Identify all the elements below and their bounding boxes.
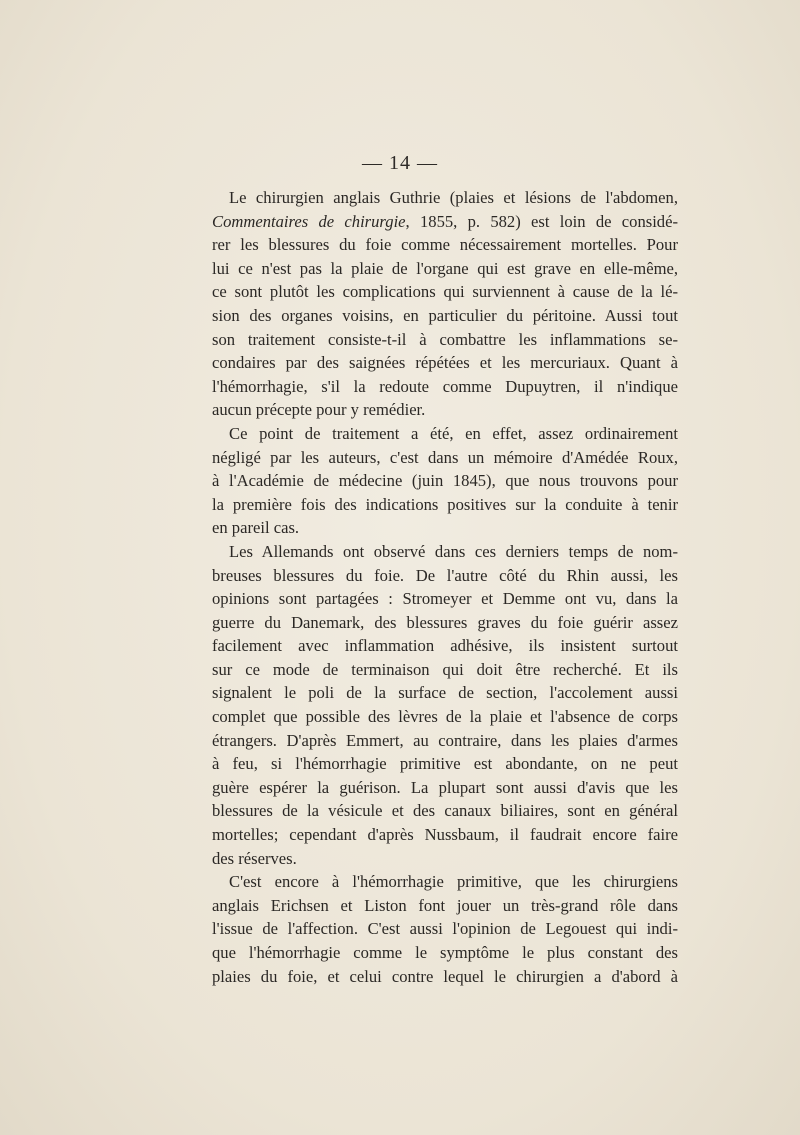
body-text	[212, 186, 678, 988]
text-line: condaires par des saignées répétées et les mercuriaux. Quant à	[212, 353, 678, 373]
text-line: blessures de la vésicule et des canaux biliaires, sont en général	[212, 801, 678, 821]
paragraph	[212, 422, 678, 540]
text-line: facilement avec inflammation adhésive, ils insistent surtout	[212, 636, 678, 656]
text-line: Commentaires de chirurgie, 1855, p. 582) est loin de considé-	[212, 211, 678, 231]
text-line: négligé par les auteurs, c'est dans un mémoire d'Amédée Roux,	[212, 447, 678, 467]
text-line: C'est encore à l'hémorrhagie primitive, que les chirurgiens	[229, 872, 678, 892]
text-line: Le chirurgien anglais Guthrie (plaies et lésions de l'abdomen,	[229, 188, 678, 207]
text-line: opinions sont partagées : Stromeyer et Demme ont vu, dans la	[212, 589, 678, 609]
text-line: guerre du Danemark, des blessures graves du foie guérir assez	[212, 612, 678, 632]
text-line: Ce point de traitement a été, en effet, assez ordinairement	[229, 423, 678, 443]
text-line: que l'hémorrhagie comme le symptôme le plus constant des	[212, 943, 678, 962]
text-line: breuses blessures du foie. De l'autre côté du Rhin aussi, les	[212, 565, 678, 585]
text-line: signalent le poli de la surface de section, l'accolement aussi	[212, 683, 678, 703]
text-line: Les Allemands ont observé dans ces derniers temps de nom-	[229, 541, 678, 561]
paragraph	[212, 540, 678, 870]
text-line: l'issue de l'affection. C'est aussi l'opinion de Legouest qui indi-	[212, 919, 678, 939]
text-line: mortelles; cependant d'après Nussbaum, il faudrait encore faire	[212, 825, 678, 845]
text-line: lui ce n'est pas la plaie de l'organe qui est grave en elle-même,	[212, 258, 678, 278]
page-number: — 14 —	[362, 152, 438, 174]
text-line: aucun précepte pour y remédier.	[212, 400, 426, 420]
text-line: plaies du foie, et celui contre lequel le chirurgien a d'abord à	[212, 966, 678, 986]
text-line: l'hémorrhagie, s'il la redoute comme Dupuytren, il n'indique	[212, 376, 678, 396]
text-line: rer les blessures du foie comme nécessairement mortelles. Pour	[212, 235, 678, 255]
text-line: la première fois des indications positives sur la conduite à tenir	[212, 494, 678, 514]
text-line: sur ce mode de terminaison qui doit être recherché. Et ils	[212, 659, 678, 679]
text-line: sion des organes voisins, en particulier du péritoine. Aussi tout	[212, 305, 678, 325]
text-line: en pareil cas.	[212, 518, 300, 538]
text-line: ce sont plutôt les complications qui surviennent à cause de la lé-	[212, 282, 678, 302]
text-line: guère espérer la guérison. La plupart sont aussi d'avis que les	[212, 777, 678, 797]
text-line: des réserves.	[212, 848, 297, 868]
text-line: anglais Erichsen et Liston font jouer un très-grand rôle dans	[212, 895, 678, 915]
text-line: étrangers. D'après Emmert, au contraire, dans les plaies d'armes	[212, 730, 678, 750]
text-line: à l'Académie de médecine (juin 1845), que nous trouvons pour	[212, 471, 678, 491]
paragraph	[212, 186, 678, 422]
italic-title: Commentaires de chirurgie	[212, 211, 406, 231]
paragraph	[212, 870, 678, 988]
text-line: à feu, si l'hémorrhagie primitive est abondante, on ne peut	[212, 754, 678, 774]
text-line: son traitement consiste-t-il à combattre les inflammations se-	[212, 329, 678, 349]
text-line: complet que possible des lèvres de la plaie et l'absence de corps	[212, 707, 678, 727]
